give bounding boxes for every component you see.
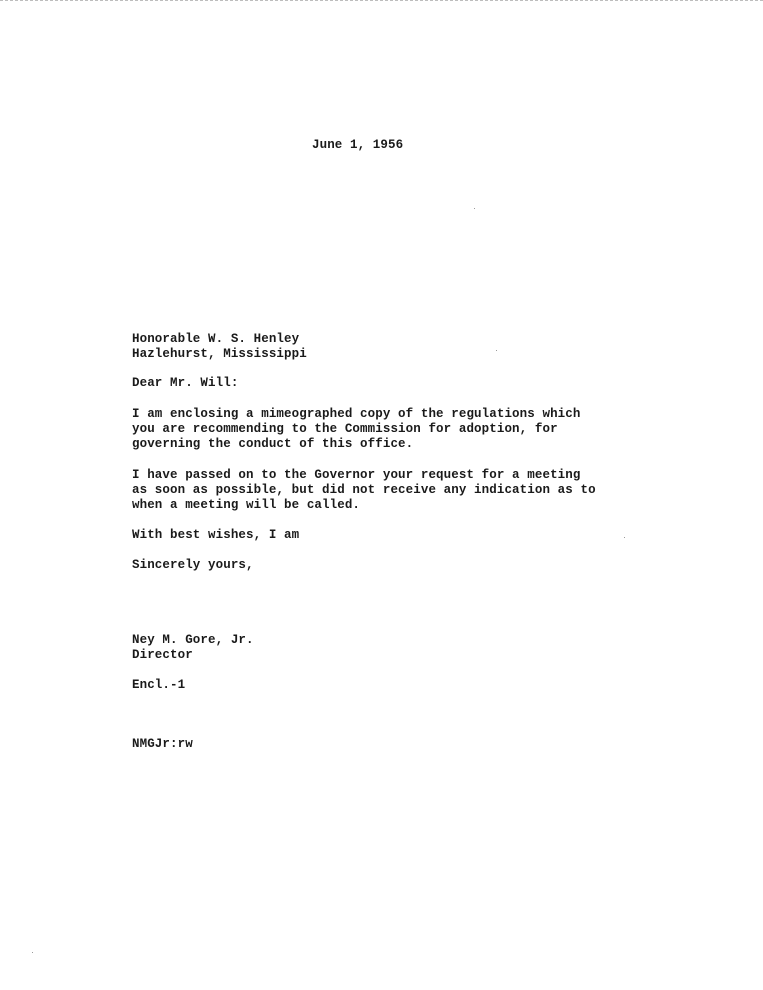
body-paragraph-1-line-1: I am enclosing a mimeographed copy of the regulations which (132, 407, 581, 421)
recipient-name: Honorable W. S. Henley (132, 332, 300, 346)
recipient-location: Hazlehurst, Mississippi (132, 347, 307, 361)
reference-initials: NMGJr:rw (132, 737, 193, 751)
signatory-title: Director (132, 648, 193, 662)
letter-date: June 1, 1956 (312, 138, 404, 152)
scan-speck (32, 952, 33, 953)
body-paragraph-2-line-2: as soon as possible, but did not receive any indication as to (132, 483, 596, 497)
salutation: Dear Mr. Will: (132, 376, 239, 390)
pre-closing: With best wishes, I am (132, 528, 300, 542)
scan-speck (496, 350, 497, 351)
complimentary-closing: Sincerely yours, (132, 558, 254, 572)
scan-speck (474, 208, 475, 209)
body-paragraph-1-line-3: governing the conduct of this office. (132, 437, 414, 451)
scan-speck (624, 537, 625, 538)
body-paragraph-2-line-1: I have passed on to the Governor your request for a meeting (132, 468, 581, 482)
enclosure-note: Encl.-1 (132, 678, 186, 692)
body-paragraph-2-line-3: when a meeting will be called. (132, 498, 361, 512)
body-paragraph-1-line-2: you are recommending to the Commission for adoption, for (132, 422, 558, 436)
signatory-name: Ney M. Gore, Jr. (132, 633, 254, 647)
